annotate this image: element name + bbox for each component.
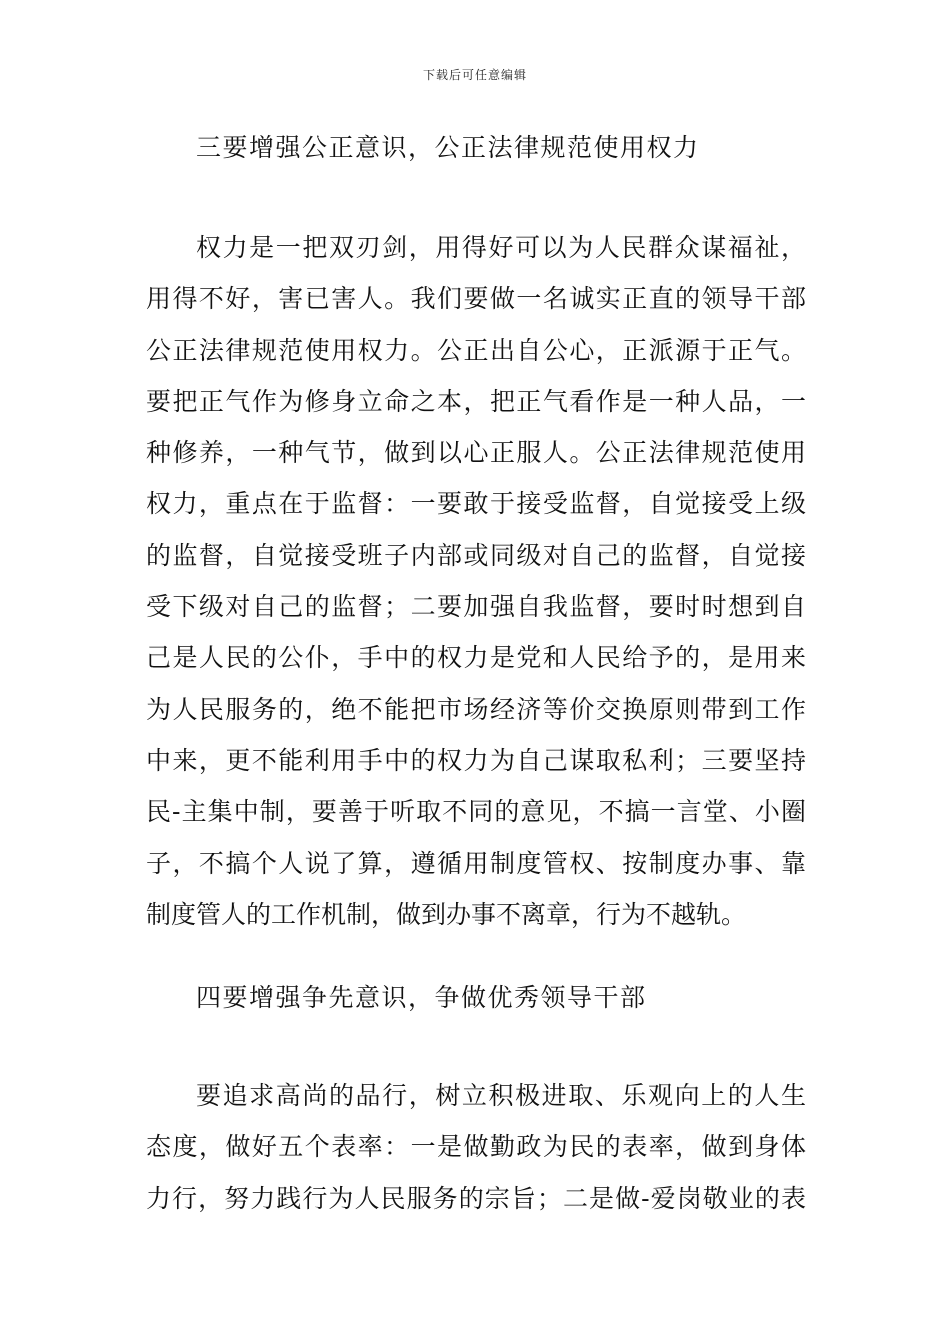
- section-4-paragraph: [146, 1070, 806, 1224]
- paragraph-line: 权力是一把双刃剑，用得好可以为人民群众谋福祉，: [196, 233, 806, 262]
- section-3-paragraph: [146, 222, 806, 940]
- paragraph-line: 受下级对自己的监督；二要加强自我监督，要时时想到自: [146, 592, 806, 622]
- paragraph-line: 权力，重点在于监督：一要敢于接受监督，自觉接受上级: [146, 489, 806, 519]
- paragraph-line: 民-主集中制，要善于听取不同的意见，不搞一言堂、小圈: [146, 797, 806, 827]
- paragraph-line: 为人民服务的，绝不能把市场经济等价交换原则带到工作: [146, 694, 806, 724]
- paragraph-line: 公正法律规范使用权力。公正出自公心，正派源于正气。: [146, 335, 806, 365]
- paragraph-line: 制度管人的工作机制，做到办事不离章，行为不越轨。: [146, 899, 747, 929]
- paragraph-line: 力行，努力践行为人民服务的宗旨；二是做-爱岗敬业的表: [146, 1183, 806, 1213]
- paragraph-line: 子，不搞个人说了算，遵循用制度管权、按制度办事、靠: [146, 848, 806, 878]
- section-3-heading: 三要增强公正意识，公正法律规范使用权力: [196, 133, 700, 162]
- paragraph-line: 用得不好，害已害人。我们要做一名诚实正直的领导干部: [146, 284, 806, 314]
- paragraph-line: 中来，更不能利用手中的权力为自己谋取私利；三要坚持: [146, 745, 806, 775]
- paragraph-line: 的监督，自觉接受班子内部或同级对自己的监督，自觉接: [146, 540, 806, 570]
- paragraph-line: 要追求高尚的品行，树立积极进取、乐观向上的人生: [196, 1081, 806, 1110]
- section-4-heading: 四要增强争先意识，争做优秀领导干部: [196, 983, 647, 1012]
- paragraph-line: 己是人民的公仆，手中的权力是党和人民给予的，是用来: [146, 643, 806, 673]
- paragraph-line: 种修养，一种气节，做到以心正服人。公正法律规范使用: [146, 438, 806, 468]
- paragraph-line: 态度，做好五个表率：一是做勤政为民的表率，做到身体: [146, 1132, 806, 1162]
- paragraph-line: 要把正气作为修身立命之本，把正气看作是一种人品，一: [146, 386, 806, 416]
- header-note: 下载后可任意编辑: [422, 68, 527, 82]
